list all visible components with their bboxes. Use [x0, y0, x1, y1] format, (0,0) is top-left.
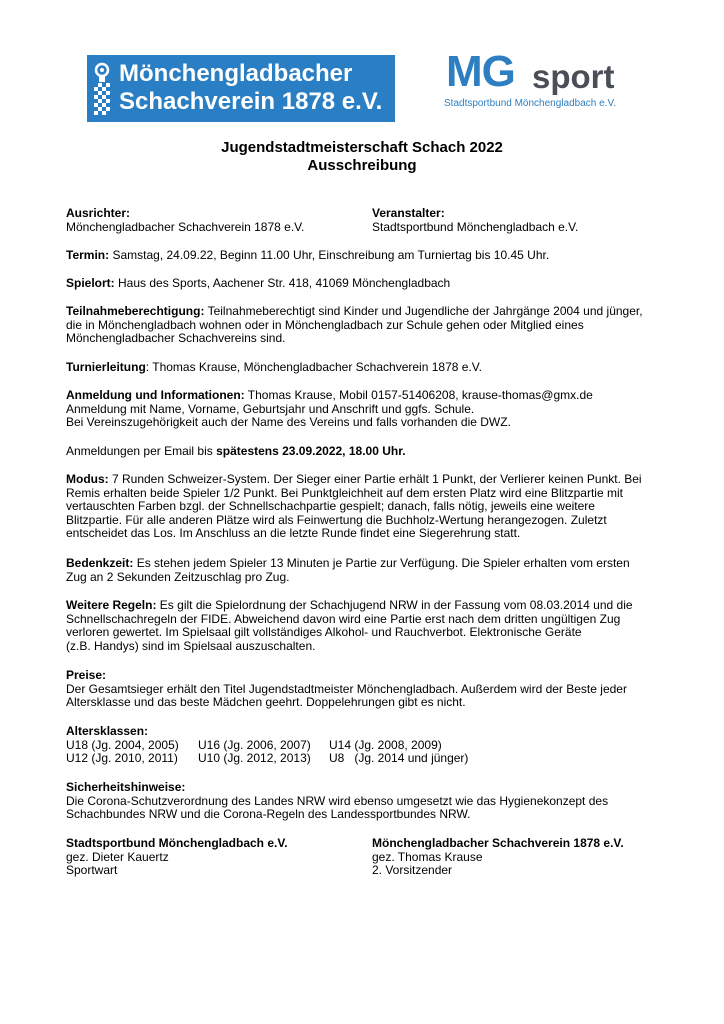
- bedenkzeit-line1: Es stehen jedem Spieler 13 Minuten je Partie zur Verfügung. Die Spieler erhalten vom ersten: [133, 556, 630, 570]
- sicherheit-label: Sicherheitshinweise:: [66, 780, 186, 794]
- altersklassen-label: Altersklassen:: [66, 724, 149, 738]
- mg-sport-logo: [444, 47, 644, 117]
- signature-right-name: gez. Thomas Krause: [372, 849, 483, 864]
- modus-line5: entscheidet das Los. Im Anschluss an die letzte Runde findet eine Siegerehrung statt.: [66, 526, 521, 541]
- spielort-label: Spielort:: [66, 276, 115, 290]
- logo-sport-text: sport: [532, 58, 615, 95]
- teilnahme-line2: die in Mönchengladbach wohnen oder in Mönchengladbach zur Schule gehen oder Mitglied eines: [66, 317, 584, 332]
- bedenkzeit-label: Bedenkzeit:: [66, 556, 134, 570]
- anmeldung-label: Anmeldung und Informationen:: [66, 388, 245, 402]
- signature-right: [372, 837, 624, 878]
- signature-left-name: gez. Dieter Kauertz: [66, 849, 169, 864]
- teilnahme-line1: Teilnahmeberechtigt sind Kinder und Jugendliche der Jahrgänge 2004 und jünger,: [204, 304, 643, 318]
- preise-label: Preise:: [66, 668, 107, 682]
- logo-left-line2: Schachverein 1878 e.V.: [119, 88, 383, 115]
- altersklasse-u12: U12 (Jg. 2010, 2011): [66, 751, 178, 766]
- altersklassen-row: [66, 752, 666, 766]
- modus-label: Modus:: [66, 472, 109, 486]
- regeln-label: Weitere Regeln:: [66, 598, 157, 612]
- turnierleitung-text: : Thomas Krause, Mönchengladbacher Schachverein 1878 e.V.: [145, 360, 482, 374]
- regeln-line2: Schnellschachregeln der FIDE. Abweichend davon wird eine Partie erst nach dem dritten ungültigen Zug: [66, 611, 621, 626]
- termin-section: [66, 249, 666, 263]
- preise-line2: Altersklasse und das beste Mädchen geehrt. Doppelehrungen gibt es nicht.: [66, 695, 466, 710]
- regeln-line3: verloren gewertet. Im Spielsaal gilt vollständiges Alkohol- und Rauchverbot. Elektronische Geräte: [66, 625, 582, 640]
- frist-deadline: spätestens 23.09.2022, 18.00 Uhr.: [216, 444, 406, 458]
- turnierleitung-label: Turnierleitung: [66, 360, 146, 374]
- veranstalter-value: Stadtsportbund Mönchengladbach e.V.: [372, 219, 579, 234]
- signature-left-org: Stadtsportbund Mönchengladbach e.V.: [66, 836, 288, 850]
- veranstalter-section: [372, 207, 578, 234]
- bedenkzeit-line2: Zug an 2 Sekunden Zeitzuschlag pro Zug.: [66, 569, 290, 584]
- altersklasse-u10: U10 (Jg. 2012, 2013): [198, 751, 311, 766]
- termin-label: Termin:: [66, 248, 110, 262]
- chess-club-emblem-icon: [91, 61, 113, 117]
- document-subtitle: Ausschreibung: [307, 157, 417, 174]
- modus-line4: Blitzpartie. Für alle anderen Plätze wird als Feinwertung die Buchholz-Wertung herangezogen. Zuletzt: [66, 512, 607, 527]
- logo-subtitle: Stadtsportbund Mönchengladbach e.V.: [444, 98, 616, 109]
- sicherheit-line1: Die Corona-Schutzverordnung des Landes NRW wird ebenso umgesetzt wie das Hygienekonzept des: [66, 793, 609, 808]
- altersklassen-row: [66, 739, 666, 753]
- frist-section: [66, 445, 666, 459]
- frist-text: Anmeldungen per Email bis: [66, 444, 217, 458]
- teilnahme-section: [66, 305, 666, 346]
- modus-line3: vertauschten Farben bzgl. der Schnellschachpartie gespielt; danach, falls nötig, jeweils eine weitere: [66, 499, 595, 514]
- anmeldung-line2: Anmeldung mit Name, Vorname, Geburtsjahr und Anschrift und ggfs. Schule.: [66, 401, 475, 416]
- chess-club-logo: [87, 55, 395, 122]
- altersklasse-u8: U8 (Jg. 2014 und jünger): [329, 751, 469, 766]
- regeln-line4: (z.B. Handys) sind im Spielsaal auszuschalten.: [66, 638, 316, 653]
- preise-section: [66, 669, 666, 710]
- regeln-line1: Es gilt die Spielordnung der Schachjugend NRW in der Fassung vom 08.03.2014 und die: [156, 598, 633, 612]
- anmeldung-section: [66, 389, 666, 430]
- document-title: Jugendstadtmeisterschaft Schach 2022: [221, 139, 503, 156]
- regeln-section: [66, 599, 666, 653]
- anmeldung-line1: Thomas Krause, Mobil 0157-51406208, krause-thomas@gmx.de: [244, 388, 593, 402]
- preise-line1: Der Gesamtsieger erhält den Titel Jugendstadtmeister Mönchengladbach. Außerdem wird der Beste jeder: [66, 681, 627, 696]
- signature-right-role: 2. Vorsitzender: [372, 863, 453, 878]
- altersklasse-u14: U14 (Jg. 2008, 2009): [329, 737, 442, 752]
- ausrichter-label: Ausrichter:: [66, 206, 131, 220]
- modus-line2: Remis erhalten beide Spieler 1/2 Punkt. Bei Punktgleichheit auf dem ersten Platz wird eine Blitzpartie mit: [66, 485, 623, 500]
- ausrichter-value: Mönchengladbacher Schachverein 1878 e.V.: [66, 219, 305, 234]
- spielort-text: Haus des Sports, Aachener Str. 418, 41069 Mönchengladbach: [114, 276, 451, 290]
- termin-text: Samstag, 24.09.22, Beginn 11.00 Uhr, Einschreibung am Turniertag bis 10.45 Uhr.: [109, 248, 550, 262]
- sicherheit-line2: Schachbundes NRW und die Corona-Regeln des Landessportbundes NRW.: [66, 807, 471, 822]
- spielort-section: [66, 277, 666, 291]
- altersklasse-u16: U16 (Jg. 2006, 2007): [198, 737, 311, 752]
- signature-left-role: Sportwart: [66, 863, 118, 878]
- logo-left-line1: Mönchengladbacher: [119, 60, 353, 87]
- altersklasse-u18: U18 (Jg. 2004, 2005): [66, 737, 179, 752]
- anmeldung-line3: Bei Vereinszugehörigkeit auch der Name des Vereins und falls vorhanden die DWZ.: [66, 415, 511, 430]
- teilnahme-line3: Mönchengladbacher Schachvereins sind.: [66, 331, 286, 346]
- sicherheit-section: [66, 781, 666, 822]
- modus-section: [66, 473, 666, 541]
- logo-mg-text: MG: [446, 47, 515, 96]
- veranstalter-label: Veranstalter:: [372, 206, 445, 220]
- signature-right-org: Mönchengladbacher Schachverein 1878 e.V.: [372, 836, 624, 850]
- modus-line1: 7 Runden Schweizer-System. Der Sieger einer Partie erhält 1 Punkt, der Verlierer keinen Punkt. Bei: [108, 472, 642, 486]
- altersklassen-section: [66, 725, 666, 766]
- bedenkzeit-section: [66, 557, 666, 584]
- teilnahme-label: Teilnahmeberechtigung:: [66, 304, 205, 318]
- turnierleitung-section: [66, 361, 666, 375]
